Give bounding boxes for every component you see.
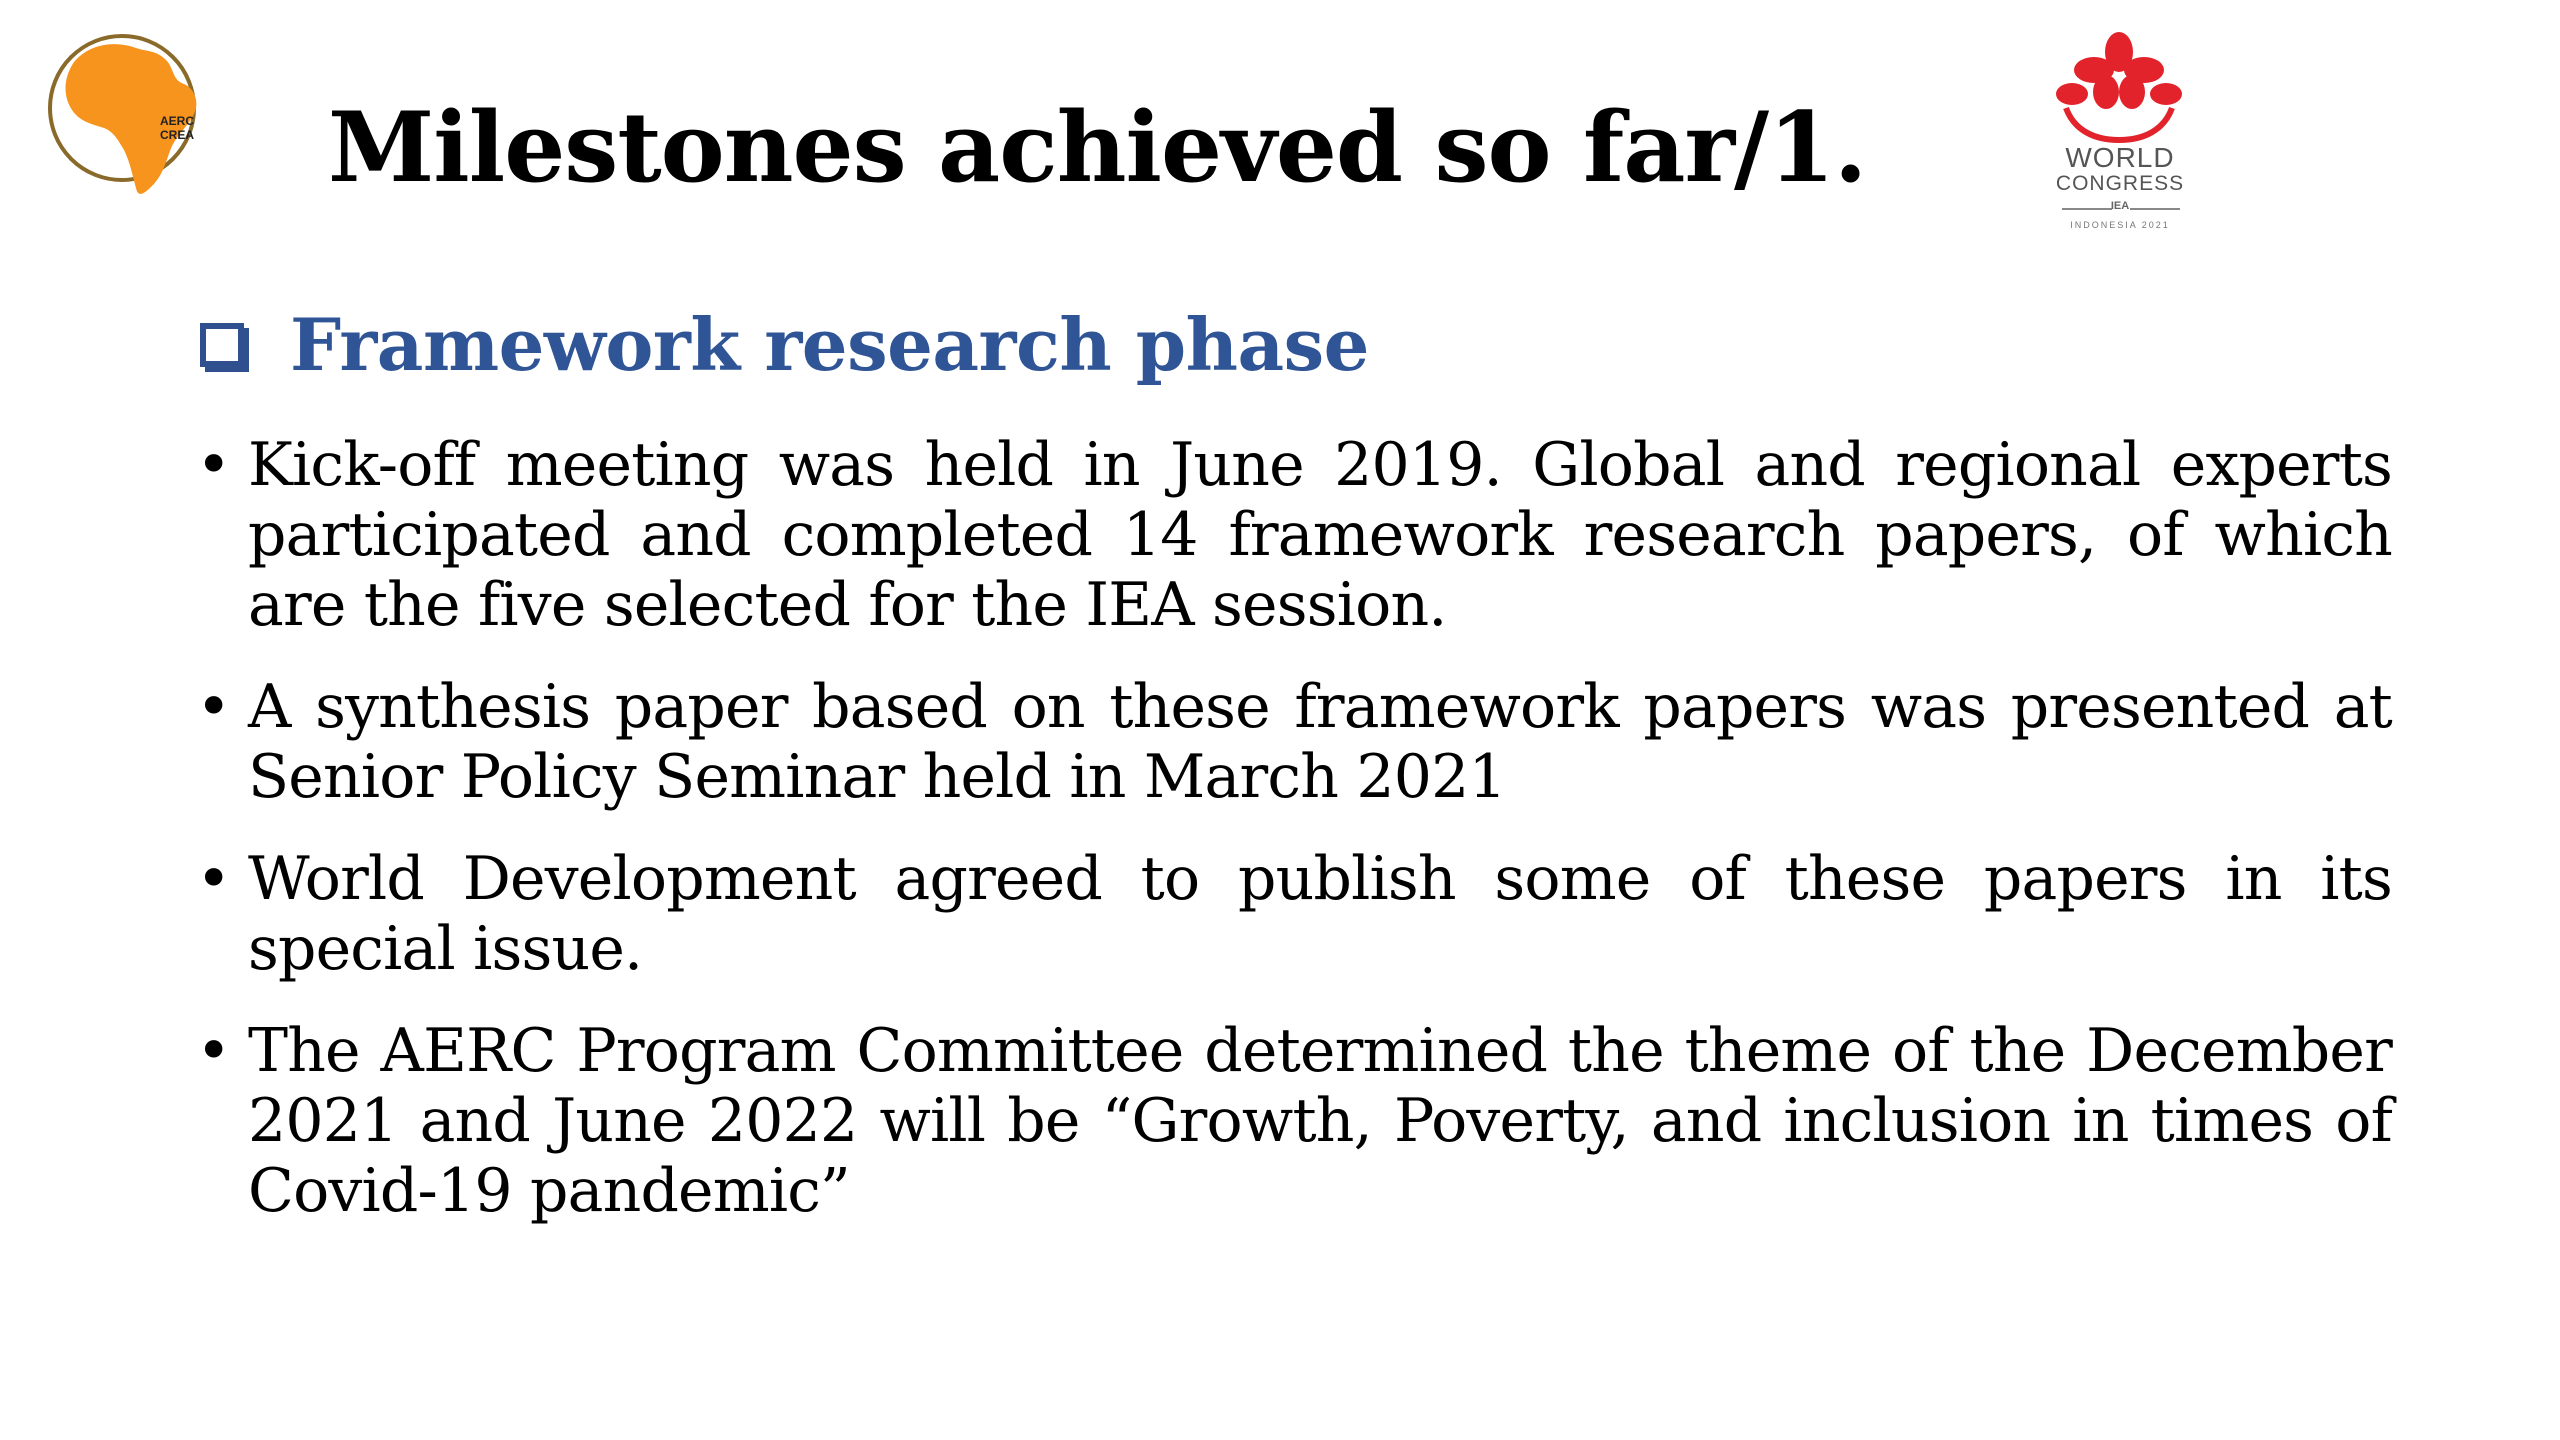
bullet-text: Kick-off meeting was held in June 2019. Global and regional experts participated and completed 14 framework research papers, of which are the five selected for the IEA session. bbox=[248, 430, 2392, 640]
section-heading bbox=[200, 300, 1369, 390]
section-title: Framework research phase bbox=[290, 302, 1369, 387]
world-congress-line4: INDONESIA 2021 bbox=[2070, 220, 2170, 230]
aerc-logo-text: AERC CREA bbox=[159, 114, 194, 142]
bullet-list bbox=[196, 430, 2392, 1258]
slide-title: Milestones achieved so far/1. bbox=[328, 91, 1867, 204]
list-item bbox=[196, 1016, 2392, 1226]
bullet-icon: • bbox=[196, 844, 232, 914]
bullet-text: A synthesis paper based on these framework papers was presented at Senior Policy Seminar held in March 2021 bbox=[248, 672, 2392, 812]
flower-logo-icon bbox=[2044, 30, 2194, 150]
bullet-text: The AERC Program Committee determined the theme of the December 2021 and June 2022 will be “Growth, Poverty, and inclusion in times of Covid-19 pandemic” bbox=[248, 1016, 2392, 1226]
checkbox-icon bbox=[200, 323, 244, 367]
africa-map-logo-icon bbox=[44, 22, 214, 202]
bullet-icon: • bbox=[196, 672, 232, 742]
world-congress-line3: IEA bbox=[2110, 200, 2130, 212]
list-item bbox=[196, 430, 2392, 640]
list-item bbox=[196, 672, 2392, 812]
list-item bbox=[196, 844, 2392, 984]
aerc-logo bbox=[44, 22, 214, 202]
bullet-icon: • bbox=[196, 1016, 232, 1086]
bullet-text: World Development agreed to publish some of these papers in its special issue. bbox=[248, 844, 2392, 984]
world-congress-line2: CONGRESS bbox=[2055, 172, 2185, 195]
world-congress-logo bbox=[2030, 30, 2210, 250]
world-congress-line1: WORLD bbox=[2065, 142, 2175, 173]
bullet-icon: • bbox=[196, 430, 232, 500]
